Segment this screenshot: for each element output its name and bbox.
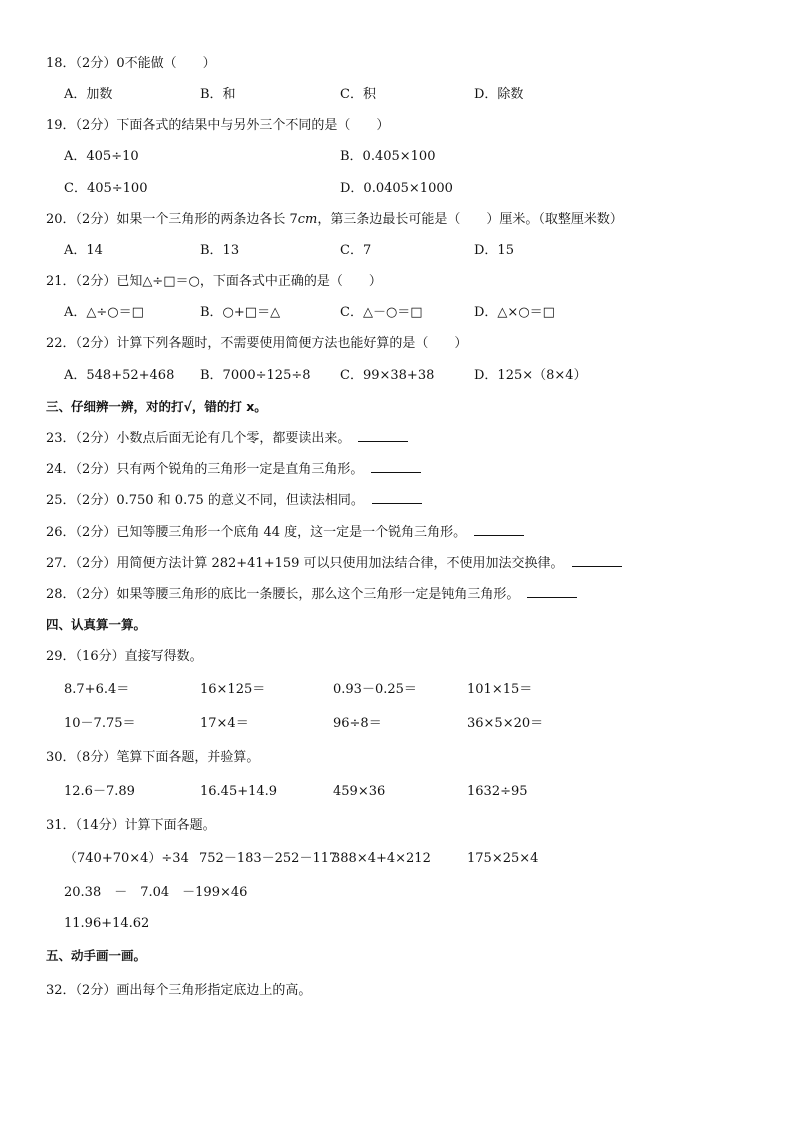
q20-option-c[interactable]: C．7 <box>340 243 372 258</box>
q31-row-3 <box>64 915 764 933</box>
question-31-stem: 31．（14分）计算下面各题。 <box>46 818 216 833</box>
judge-26-answer-blank[interactable] <box>474 523 524 536</box>
q29-item: 0.93－0.25＝ <box>333 682 417 697</box>
question-22-stem: 22．（2分）计算下列各题时，不需要使用简便方法也能好算的是（ ） <box>46 336 468 351</box>
q31-item: 752－183－252－117 <box>199 851 338 866</box>
question-20-options <box>64 242 764 260</box>
judge-24-text: 24．（2分）只有两个锐角的三角形一定是直角三角形。 <box>46 462 364 477</box>
q29-item: 101×15＝ <box>467 682 533 697</box>
q22-option-d[interactable]: D．125×（8×4） <box>474 368 587 383</box>
q22-option-c[interactable]: C．99×38+38 <box>340 368 435 383</box>
q18-option-b[interactable]: B．和 <box>200 87 236 102</box>
question-21-stem: 21．（2分）已知△÷□＝○，下面各式中正确的是（ ） <box>46 274 382 289</box>
q20-option-a[interactable]: A．14 <box>64 243 103 258</box>
q18-option-a[interactable]: A．加数 <box>64 87 113 102</box>
judge-28-answer-blank[interactable] <box>527 585 577 598</box>
q31-item: （740+70×4）÷34 <box>64 851 189 866</box>
q30-item: 16.45+14.9 <box>200 784 278 799</box>
question-30-stem: 30．（8分）笔算下面各题，并验算。 <box>46 750 260 765</box>
q29-item: 8.7+6.4＝ <box>64 682 130 697</box>
q30-items <box>64 783 764 801</box>
question-20-stem <box>46 211 623 229</box>
question-22-options <box>64 367 764 385</box>
question-18-stem: 18．（2分）0不能做（ ） <box>46 56 216 71</box>
q29-item: 96÷8＝ <box>333 716 382 731</box>
judge-26-text: 26．（2分）已知等腰三角形一个底角 44 度，这一定是一个锐角三角形。 <box>46 525 467 540</box>
question-29-stem: 29．（16分）直接写得数。 <box>46 649 203 664</box>
section-3-heading: 三、仔细辨一辨，对的打√，错的打 x。 <box>46 399 267 414</box>
judge-27-answer-blank[interactable] <box>572 554 622 567</box>
q29-item: 16×125＝ <box>200 682 266 697</box>
q31-row-1 <box>64 850 774 868</box>
q22-option-b[interactable]: B．7000÷125÷8 <box>200 368 311 383</box>
judge-23-text: 23．（2分）小数点后面无论有几个零，都要读出来。 <box>46 431 351 446</box>
question-19-options-row1 <box>64 148 764 166</box>
section-4-heading: 四、认真算一算。 <box>46 617 147 632</box>
judge-item-24 <box>46 460 421 479</box>
q20-option-b[interactable]: B．13 <box>200 243 240 258</box>
q29-item: 10－7.75＝ <box>64 716 136 731</box>
q18-option-c[interactable]: C．积 <box>340 87 376 102</box>
q30-item: 459×36 <box>333 784 386 799</box>
judge-item-28 <box>46 585 577 604</box>
judge-28-text: 28．（2分）如果等腰三角形的底比一条腰长，那么这个三角形一定是钝角三角形。 <box>46 587 520 602</box>
q18-option-d[interactable]: D．除数 <box>474 87 524 102</box>
q19-option-d[interactable]: D．0.0405×1000 <box>340 181 453 196</box>
q21-option-c[interactable]: C．△－○＝□ <box>340 305 423 320</box>
judge-item-27 <box>46 554 622 573</box>
q20-stem-unit: cm <box>297 212 318 227</box>
q29-row-1 <box>64 681 764 699</box>
question-32-stem: 32．（2分）画出每个三角形指定底边上的高。 <box>46 983 312 998</box>
q31-item: 11.96+14.62 <box>64 916 150 931</box>
question-19-options-row2 <box>64 180 764 198</box>
judge-25-answer-blank[interactable] <box>372 491 422 504</box>
judge-25-text: 25．（2分）0.750 和 0.75 的意义不同，但读法相同。 <box>46 493 364 508</box>
judge-item-26 <box>46 523 524 542</box>
question-19-stem: 19．（2分）下面各式的结果中与另外三个不同的是（ ） <box>46 118 390 133</box>
q21-option-a[interactable]: A．△÷○＝□ <box>64 305 144 320</box>
question-18-options <box>64 86 764 104</box>
q20-stem-pre: 20．（2分）如果一个三角形的两条边各长 7 <box>46 212 298 227</box>
q30-item: 1632÷95 <box>467 784 528 799</box>
q21-option-b[interactable]: B．○+□＝△ <box>200 305 281 320</box>
q31-row-2 <box>64 884 764 902</box>
q30-item: 12.6－7.89 <box>64 784 135 799</box>
q19-option-c[interactable]: C．405÷100 <box>64 181 148 196</box>
judge-23-answer-blank[interactable] <box>358 429 408 442</box>
q19-option-b[interactable]: B．0.405×100 <box>340 149 436 164</box>
q20-stem-post: ，第三条边最长可能是（ ）厘米。（取整厘米数） <box>317 212 623 227</box>
q29-row-2 <box>64 715 764 733</box>
q20-option-d[interactable]: D．15 <box>474 243 514 258</box>
q19-option-a[interactable]: A．405÷10 <box>64 149 139 164</box>
section-5-heading: 五、动手画一画。 <box>46 948 147 963</box>
q31-item: 388×4+4×212 <box>332 851 431 866</box>
judge-item-25 <box>46 491 422 510</box>
judge-item-23 <box>46 429 408 448</box>
judge-24-answer-blank[interactable] <box>371 460 421 473</box>
q22-option-a[interactable]: A．548+52+468 <box>64 368 175 383</box>
q29-item: 36×5×20＝ <box>467 716 544 731</box>
question-21-options <box>64 304 764 322</box>
q29-item: 17×4＝ <box>200 716 249 731</box>
q31-item: 175×25×4 <box>467 851 539 866</box>
q21-option-d[interactable]: D．△×○＝□ <box>474 305 555 320</box>
q31-item: 20.38 － 7.04 －199×46 <box>64 885 248 900</box>
judge-27-text: 27．（2分）用简便方法计算 282+41+159 可以只使用加法结合律，不使用加法交换律。 <box>46 556 564 571</box>
